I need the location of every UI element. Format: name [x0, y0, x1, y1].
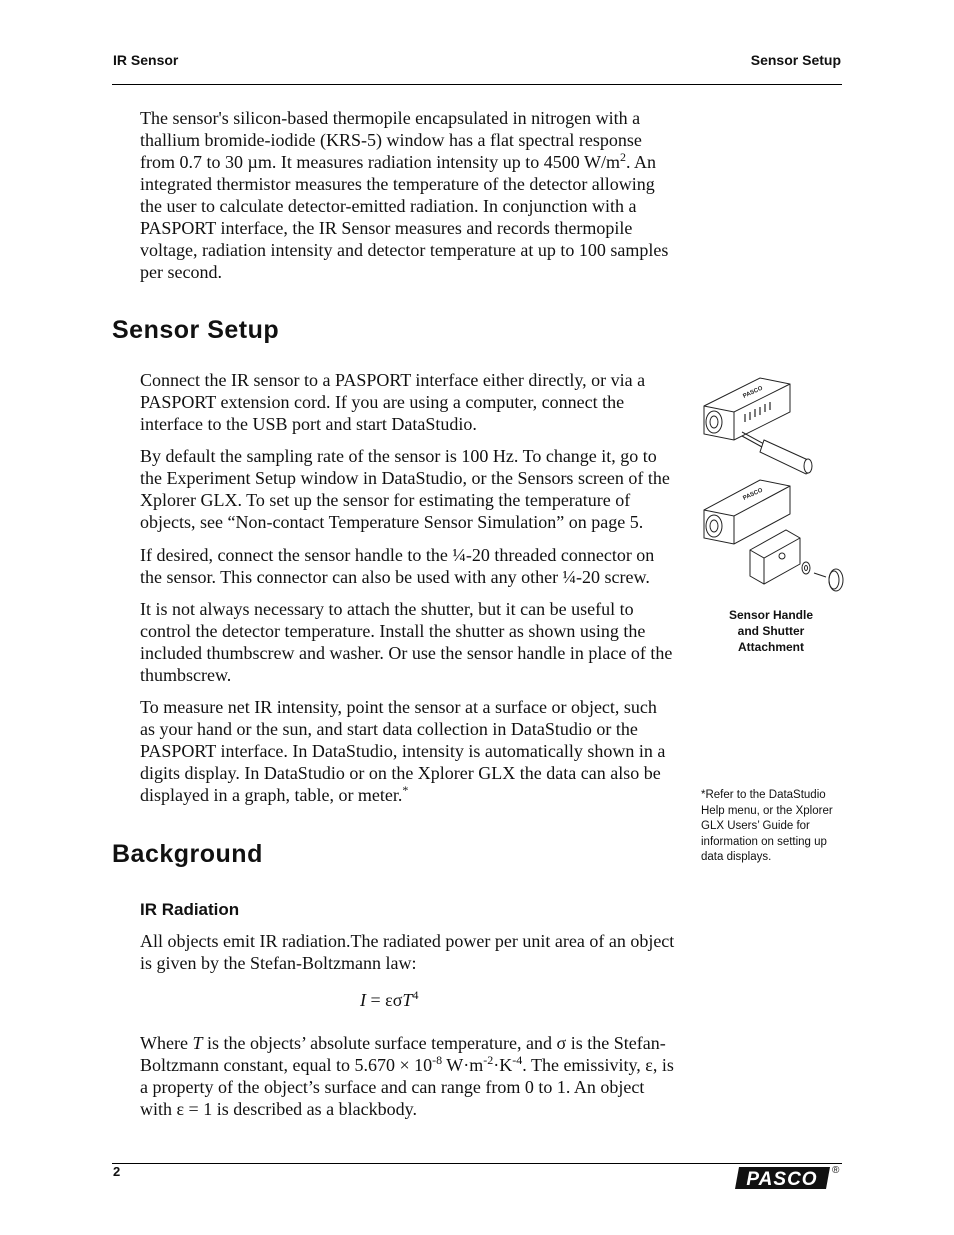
- page-number: 2: [113, 1164, 121, 1179]
- equation-operator: = εσ: [366, 990, 403, 1010]
- sensor-handle: [742, 432, 812, 474]
- thumbscrew: [814, 569, 843, 591]
- setup-paragraph-2: By default the sampling rate of the sensor is 100 Hz. To change it, go to the Experiment Setup window in DataStudio, or the Sensors screen of the Xplorer GLX. To set up the sensor for estimating the temperature of objects, see “Non-contact Temperature Sensor Simulation” on page 5.: [140, 446, 670, 532]
- bg-p2-c: W·m: [442, 1055, 484, 1075]
- equation-lhs: I: [360, 990, 366, 1010]
- equation-variable: T: [402, 990, 413, 1010]
- ir-radiation-subheading: IR Radiation: [140, 900, 240, 919]
- header-rule: [112, 84, 842, 85]
- footer-rule: [112, 1163, 842, 1164]
- pasco-logo: [735, 1167, 830, 1189]
- registered-mark: ®: [832, 1165, 840, 1176]
- bg-p2-T: T: [192, 1033, 203, 1053]
- figure-caption-line-1: Sensor Handle: [728, 608, 814, 622]
- sensor-setup-heading: Sensor Setup: [112, 316, 280, 344]
- sensor-brand-label-2: PASCO: [742, 487, 764, 502]
- bg-p2-sup1: -8: [432, 1053, 443, 1067]
- bg-p2-e: . The emissivity, ε, is a property of the object’s surface and can range from 0 to 1. An object with ε = 1 is described as a blackbody.: [140, 1055, 674, 1119]
- intro-text-2: . An integrated thermistor measures the temperature of the detector allowing the user to calculate detector-emitted radiation. In conjunction with a PASPORT interface, the IR Sensor measures and records thermopile voltage, radiation intensity and detector temperature at up to 100 samples per second.: [140, 152, 669, 282]
- background-paragraph-2: [140, 1032, 675, 1120]
- washer: [802, 562, 810, 574]
- bg-p2-sup2: -2: [483, 1053, 494, 1067]
- setup-paragraph-3: If desired, connect the sensor handle to the ¼-20 threaded connector on the sensor. This connector can also be used with any other ¼-20 screw.: [140, 545, 655, 587]
- intro-sup: 2: [619, 150, 626, 164]
- setup-paragraph-5-text: To measure net IR intensity, point the sensor at a surface or object, such as your hand or the sun, and start data collection in DataStudio or the PASPORT interface. In DataStudio, intensity is automatically shown in a digits display. In DataStudio or on the Xplorer GLX the data can also be displayed in a graph, table, or meter.: [140, 697, 666, 805]
- background-heading: Background: [112, 840, 263, 868]
- stefan-boltzmann-equation: [360, 990, 418, 1011]
- margin-note: *Refer to the DataStudio Help menu, or the Xplorer GLX Users’ Guide for information on setting up data displays.: [701, 789, 833, 864]
- bg-p2-b: is the objects’ absolute surface temperature, and σ is the Stefan-Boltzmann constant, equal to 5.670 × 10: [140, 1033, 666, 1075]
- bg-p2-a: Where: [140, 1033, 193, 1053]
- shutter-plate: [750, 530, 800, 584]
- pasco-logo-text: PASCO: [746, 1169, 818, 1189]
- running-header-section: Sensor Setup: [750, 52, 841, 68]
- setup-paragraph-4: It is not always necessary to attach the shutter, but it can be useful to control the detector temperature. Install the shutter as shown using the included thumbscrew and washer. Or use the sensor handle in place of the thumbscrew.: [140, 599, 673, 685]
- sensor-brand-label: PASCO: [742, 385, 764, 400]
- bg-p2-sup3: -4: [512, 1053, 523, 1067]
- setup-paragraph-1: Connect the IR sensor to a PASPORT interface either directly, or via a PASPORT extension cord. If you are using a computer, connect the interface to the USB port and start DataStudio.: [140, 370, 646, 434]
- sensor-handle-shutter-figure: [690, 368, 850, 600]
- sensor-body-upper: [704, 378, 790, 440]
- running-header-title: IR Sensor: [113, 52, 179, 68]
- equation-exponent: 4: [412, 988, 419, 1002]
- figure-caption-line-2: and Shutter: [737, 624, 805, 638]
- figure-caption-line-3: Attachment: [737, 640, 804, 654]
- intro-paragraph: [140, 107, 675, 283]
- figure-caption: [700, 607, 842, 655]
- background-paragraph-1: All objects emit IR radiation.The radiated power per unit area of an object is given by the Stefan-Boltzmann law:: [140, 931, 675, 973]
- setup-paragraph-5: [140, 696, 675, 806]
- intro-text-1: The sensor's silicon-based thermopile encapsulated in nitrogen with a thallium bromide-iodide (KRS-5) window has a flat spectral response from 0.7 to 30 µm. It measures radiation intensity up to 4500 W/m: [140, 108, 642, 172]
- footnote-mark: *: [402, 783, 409, 797]
- bg-p2-d: ·K: [493, 1055, 513, 1075]
